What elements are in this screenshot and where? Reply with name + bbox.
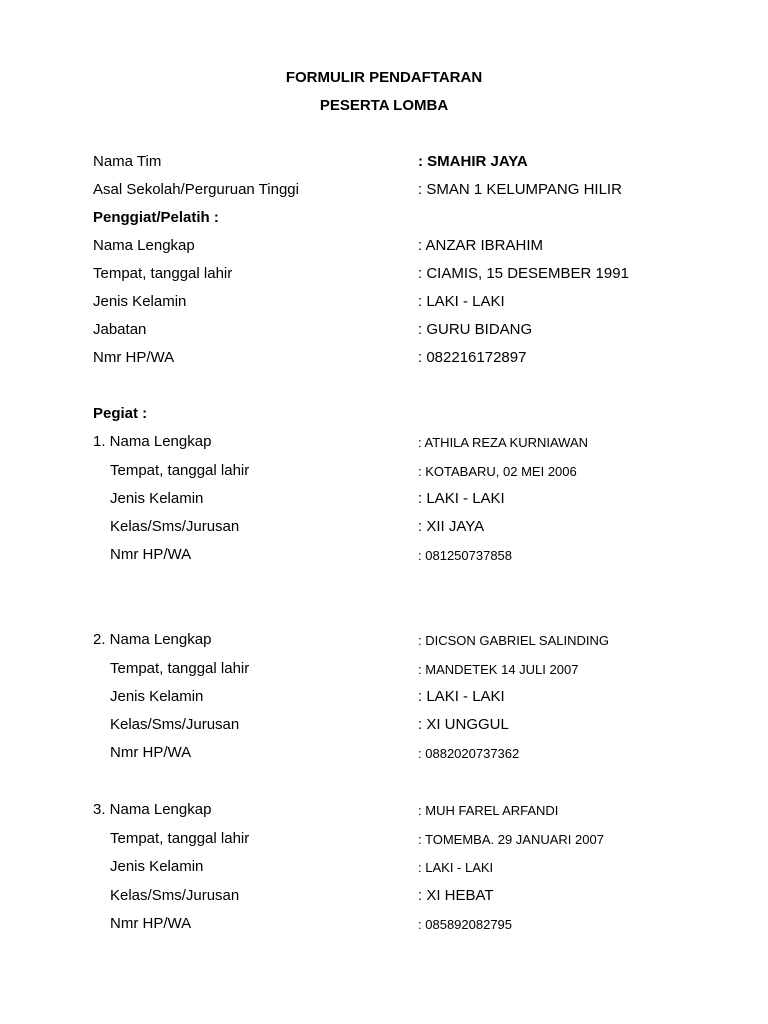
field-value: : MANDETEK 14 JULI 2007 [418, 662, 579, 677]
field-label: Nmr HP/WA [110, 744, 192, 761]
field-label: Nmr HP/WA [93, 349, 175, 366]
coach-phone-row [93, 349, 713, 371]
field-value: : GURU BIDANG [418, 321, 533, 338]
participants-heading: Pegiat : [93, 405, 148, 422]
field-label: Jenis Kelamin [110, 858, 204, 875]
coach-position-row [93, 321, 713, 343]
coach-name-row [93, 237, 713, 259]
field-value: : 085892082795 [418, 917, 513, 932]
field-label: 2. Nama Lengkap [93, 631, 212, 648]
field-value: : XI UNGGUL [418, 716, 509, 733]
participant-1-birth-row [93, 462, 713, 484]
school-value: : SMAN 1 KELUMPANG HILIR [418, 181, 622, 198]
field-label: Tempat, tanggal lahir [110, 660, 250, 677]
participant-2-birth-row [93, 660, 713, 682]
participant-2-name-row [93, 631, 713, 653]
participant-1-phone-row [93, 546, 713, 568]
participant-3-gender-row [93, 858, 713, 880]
field-value: : DICSON GABRIEL SALINDING [418, 633, 609, 648]
participant-1-name-row [93, 433, 713, 455]
participant-2-class-row [93, 716, 713, 738]
field-label: Asal Sekolah/Perguruan Tinggi [93, 181, 299, 198]
school-row [93, 181, 713, 203]
field-label: Nmr HP/WA [110, 546, 192, 563]
field-value: : XII JAYA [418, 518, 485, 535]
field-value: : ATHILA REZA KURNIAWAN [418, 435, 589, 450]
field-value: : CIAMIS, 15 DESEMBER 1991 [418, 265, 629, 282]
participant-3-name-row [93, 801, 713, 823]
field-label: Tempat, tanggal lahir [110, 462, 250, 479]
participant-1-class-row [93, 518, 713, 540]
field-label: Tempat, tanggal lahir [93, 265, 233, 282]
field-label: Jenis Kelamin [110, 688, 204, 705]
field-value: : ANZAR IBRAHIM [418, 237, 544, 254]
field-label: 1. Nama Lengkap [93, 433, 212, 450]
field-label: Nama Lengkap [93, 237, 195, 254]
form-title: FORMULIR PENDAFTARAN [285, 69, 483, 86]
field-value: : LAKI - LAKI [418, 490, 505, 507]
field-value: : TOMEMBA. 29 JANUARI 2007 [418, 832, 604, 847]
field-label: Nmr HP/WA [110, 915, 192, 932]
team-name-value: : SMAHIR JAYA [418, 153, 528, 170]
participant-2-gender-row [93, 688, 713, 710]
field-value: : 0882020737362 [418, 746, 520, 761]
field-label: Jabatan [93, 321, 147, 338]
field-label: Kelas/Sms/Jurusan [110, 887, 240, 904]
coach-gender-row [93, 293, 713, 315]
field-value: : LAKI - LAKI [418, 688, 505, 705]
participant-3-phone-row [93, 915, 713, 937]
team-name-row [93, 153, 713, 175]
field-value: : XI HEBAT [418, 887, 494, 904]
field-label: Nama Tim [93, 153, 162, 170]
field-value: : KOTABARU, 02 MEI 2006 [418, 464, 577, 479]
field-value: : 082216172897 [418, 349, 527, 366]
participant-3-class-row [93, 887, 713, 909]
field-label: Tempat, tanggal lahir [110, 830, 250, 847]
field-label: Jenis Kelamin [110, 490, 204, 507]
field-label: Kelas/Sms/Jurusan [110, 518, 240, 535]
participant-2-phone-row [93, 744, 713, 766]
field-label: 3. Nama Lengkap [93, 801, 212, 818]
coach-heading: Penggiat/Pelatih : [93, 209, 219, 226]
field-value: : LAKI - LAKI [418, 860, 494, 875]
field-label: Kelas/Sms/Jurusan [110, 716, 240, 733]
field-value: : MUH FAREL ARFANDI [418, 803, 559, 818]
form-subtitle: PESERTA LOMBA [319, 97, 449, 114]
participant-3-birth-row [93, 830, 713, 852]
field-label: Jenis Kelamin [93, 293, 187, 310]
participant-1-gender-row [93, 490, 713, 512]
field-value: : LAKI - LAKI [418, 293, 505, 310]
coach-birth-row [93, 265, 713, 287]
field-value: : 081250737858 [418, 548, 513, 563]
